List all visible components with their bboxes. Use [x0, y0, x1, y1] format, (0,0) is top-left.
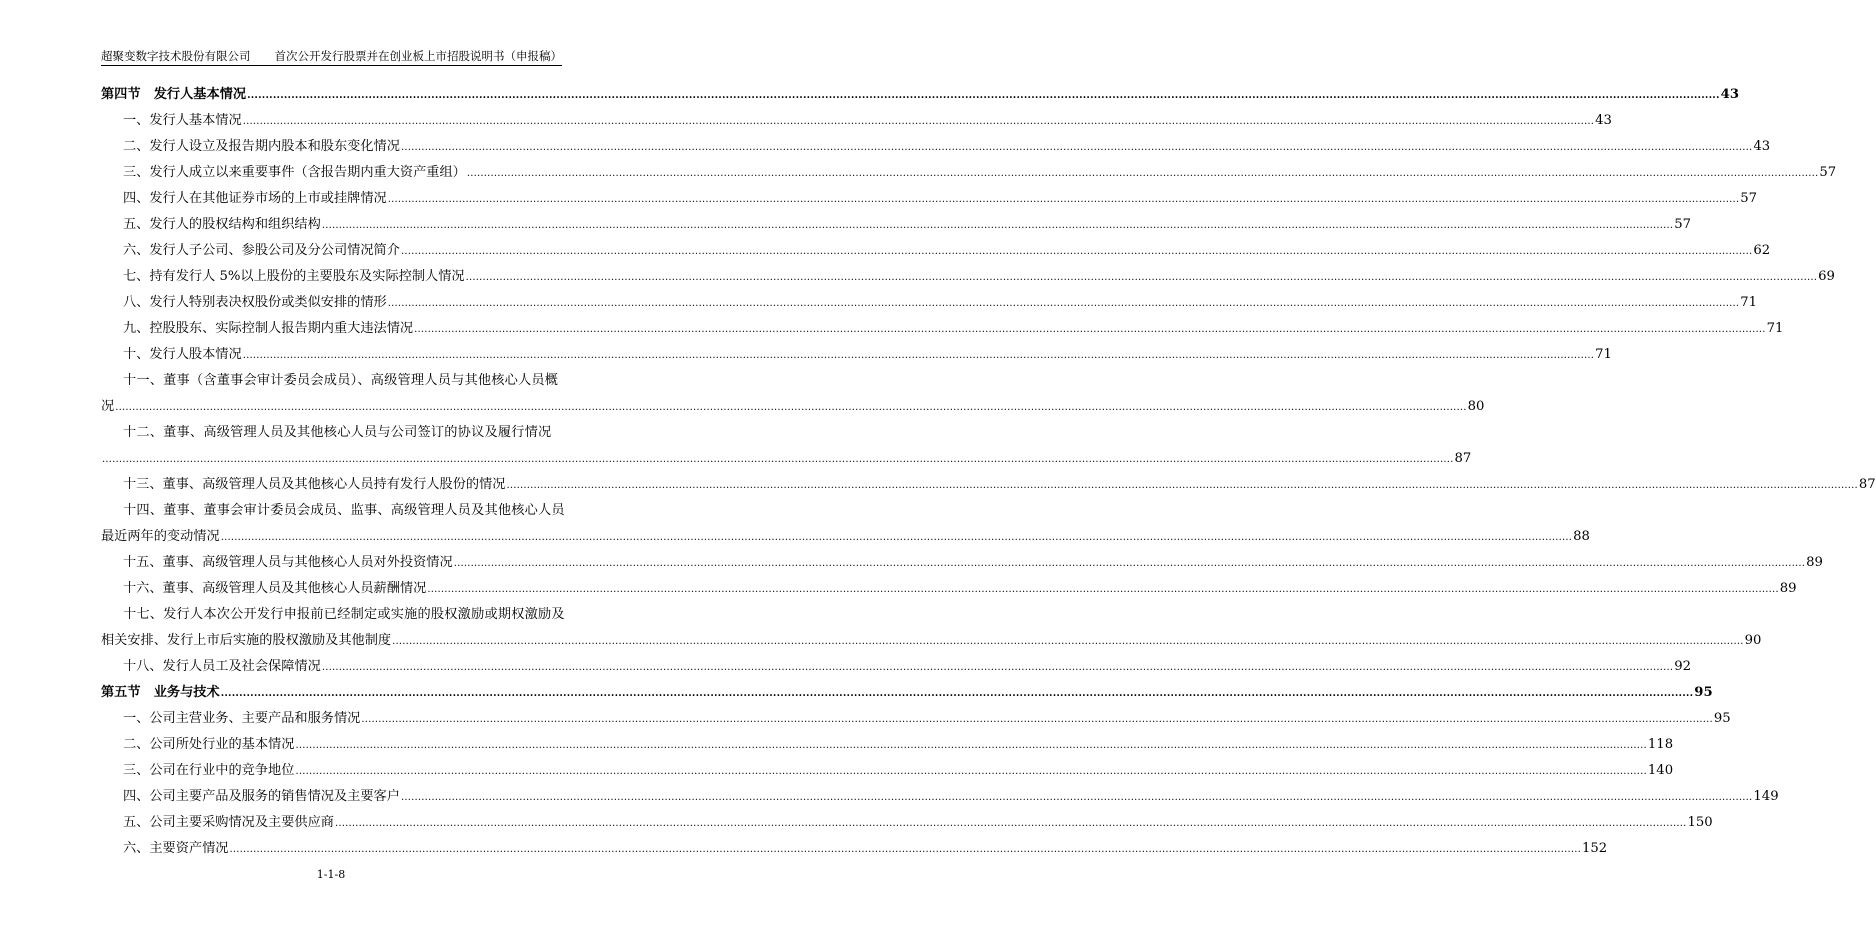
toc-entry [101, 572, 1797, 598]
toc-entry-line [101, 312, 1784, 338]
toc-entry-line [101, 156, 1837, 182]
toc-entry-line [101, 234, 1771, 260]
toc-entry-line [101, 650, 1692, 676]
toc-entry-title: 八、发行人特别表决权股份或类似安排的情形 [123, 295, 387, 310]
toc-entry-title: 九、控股股东、实际控制人报告期内重大违法情况 [123, 321, 414, 336]
toc-page-number: 140 [1647, 763, 1674, 778]
header-rule [101, 65, 562, 66]
toc-page-number: 92 [1674, 659, 1692, 674]
toc-leader-dots: ................................................................................................................................................................................................................................................................................................................................................................................................................ [400, 142, 1753, 153]
toc-leader-dots: ................................................................................................................................................................................................................................................................................................................................................................................................................ [295, 740, 1647, 751]
toc-entry-line [101, 208, 1692, 234]
toc-entry-line [101, 546, 1823, 572]
toc-entry [101, 416, 1472, 468]
toc-leader-dots: ................................................................................................................................................................................................................................................................................................................................................................................................................ [392, 636, 1744, 647]
toc-leader-dots: ................................................................................................................................................................................................................................................................................................................................................................................................................ [400, 792, 1753, 803]
toc-leader-dots: ................................................................................................................................................................................................................................................................................................................................................................................................................ [387, 298, 1740, 309]
toc-page-number: 57 [1819, 165, 1837, 180]
toc-leader-dots: ................................................................................................................................................................................................................................................................................................................................................................................................................ [220, 532, 1573, 543]
toc-page-number: 69 [1818, 269, 1835, 284]
toc-entry-line [101, 390, 1485, 416]
toc-entry-title: 十五、董事、高级管理人员与其他核心人员对外投资情况 [123, 555, 453, 570]
toc-entry [101, 494, 1590, 546]
toc-page-number: 80 [1467, 399, 1485, 414]
toc-page-number: 71 [1740, 295, 1758, 310]
toc-entry [101, 364, 1485, 416]
toc-entry-line [101, 286, 1758, 312]
toc-leader-dots: ................................................................................................................................................................................................................................................................................................................................................................................................................ [220, 688, 1694, 699]
toc-entry-line [101, 78, 1739, 104]
toc-leader-dots: ................................................................................................................................................................................................................................................................................................................................................................................................................ [427, 584, 1779, 595]
toc-page-number: 89 [1806, 555, 1823, 570]
toc-entry [101, 468, 1876, 494]
toc-page-number: 57 [1674, 217, 1692, 232]
toc-entry-line [101, 338, 1612, 364]
toc-leader-dots: ................................................................................................................................................................................................................................................................................................................................................................................................................ [465, 272, 1818, 283]
toc-entry-title: 十一、董事（含董事会审计委员会成员）、高级管理人员与其他核心人员概 [123, 373, 559, 388]
toc-entry-title: 五、公司主要采购情况及主要供应商 [123, 815, 334, 830]
toc-entry-title: 一、公司主营业务、主要产品和服务情况 [123, 711, 361, 726]
toc-page-number: 118 [1647, 737, 1674, 752]
toc-entry [101, 286, 1758, 312]
toc-entry [101, 312, 1784, 338]
toc-leader-dots: ................................................................................................................................................................................................................................................................................................................................................................................................................ [506, 480, 1858, 491]
toc-entry [101, 598, 1762, 650]
toc-entry-title: 六、发行人子公司、参股公司及分公司情况简介 [123, 243, 400, 258]
toc-page-number: 95 [1713, 711, 1731, 726]
toc-page-number: 87 [1858, 477, 1876, 492]
toc-leader-dots: ................................................................................................................................................................................................................................................................................................................................................................................................................ [321, 662, 1674, 673]
toc-entry [101, 104, 1612, 130]
toc-entry-line [101, 182, 1758, 208]
toc-page-number: 89 [1779, 581, 1797, 596]
toc-page-number: 43 [1720, 87, 1739, 102]
toc-entry [101, 702, 1731, 728]
toc-entry [101, 234, 1771, 260]
toc-entry-title: 二、发行人设立及报告期内股本和股东变化情况 [123, 139, 400, 154]
toc-entry-line [101, 598, 565, 624]
toc-entry-title: 三、发行人成立以来重要事件（含报告期内重大资产重组） [123, 165, 466, 180]
toc-entry-line [101, 572, 1797, 598]
toc-leader-dots: ................................................................................................................................................................................................................................................................................................................................................................................................................ [400, 246, 1753, 257]
toc-entry-title: 十六、董事、高级管理人员及其他核心人员薪酬情况 [123, 581, 427, 596]
toc-leader-dots: ................................................................................................................................................................................................................................................................................................................................................................................................................ [115, 402, 1467, 413]
toc-section-entry [101, 78, 1739, 104]
toc-entry-line [101, 104, 1612, 130]
page-number: 1-1-8 [316, 868, 346, 881]
toc-entry-title: 四、发行人在其他证券市场的上市或挂牌情况 [123, 191, 387, 206]
toc-leader-dots: ................................................................................................................................................................................................................................................................................................................................................................................................................ [229, 844, 1581, 855]
toc-entry [101, 806, 1713, 832]
toc-page-number: 43 [1753, 139, 1771, 154]
toc-entry [101, 156, 1837, 182]
toc-entry-line [101, 624, 1762, 650]
toc-entry-line [101, 260, 1835, 286]
toc-entry [101, 728, 1674, 754]
toc-entry-line [101, 754, 1674, 780]
toc-entry-title: 十八、发行人员工及社会保障情况 [123, 659, 321, 674]
toc-section-entry [101, 676, 1713, 702]
toc-entry [101, 754, 1674, 780]
header-company: 超聚变数字技术股份有限公司 [101, 49, 251, 63]
toc-entry-line [101, 728, 1674, 754]
toc-entry-title: 六、主要资产情况 [123, 841, 229, 856]
toc-leader-dots: ................................................................................................................................................................................................................................................................................................................................................................................................................ [387, 194, 1740, 205]
toc-page-number: 95 [1694, 685, 1713, 700]
toc-entry-title: 十四、董事、董事会审计委员会成员、监事、高级管理人员及其他核心人员 [123, 503, 565, 518]
toc-page-number: 71 [1766, 321, 1784, 336]
toc-entry-line [101, 494, 565, 520]
toc-entry-title: 十、发行人股本情况 [123, 347, 242, 362]
toc-page-number: 62 [1753, 243, 1771, 258]
toc-entry-title: 一、发行人基本情况 [123, 113, 242, 128]
toc-entry-title: 七、持有发行人 5%以上股份的主要股东及实际控制人情况 [123, 269, 465, 284]
toc-entry [101, 780, 1779, 806]
toc-leader-dots: ................................................................................................................................................................................................................................................................................................................................................................................................................ [361, 714, 1713, 725]
toc-entry-line [101, 442, 1472, 468]
toc-leader-dots: ................................................................................................................................................................................................................................................................................................................................................................................................................ [453, 558, 1806, 569]
toc-section-title: 第五节 业务与技术 [101, 685, 220, 700]
toc-leader-dots: ................................................................................................................................................................................................................................................................................................................................................................................................................ [242, 116, 1595, 127]
page-header [101, 48, 562, 64]
toc-leader-dots: ................................................................................................................................................................................................................................................................................................................................................................................................................ [242, 350, 1595, 361]
toc-entry-title: 十三、董事、高级管理人员及其他核心人员持有发行人股份的情况 [123, 477, 506, 492]
toc-entry [101, 208, 1692, 234]
toc-entry-title-continued: 况 [101, 399, 115, 414]
toc-entry-title: 四、公司主要产品及服务的销售情况及主要客户 [123, 789, 400, 804]
toc-page-number: 71 [1595, 347, 1612, 362]
toc-entry-title-continued: 最近两年的变动情况 [101, 529, 220, 544]
toc-entry [101, 130, 1771, 156]
toc-entry-line [101, 520, 1590, 546]
toc-page-number: 57 [1740, 191, 1758, 206]
toc-entry [101, 182, 1758, 208]
toc-page-number: 149 [1753, 789, 1779, 804]
toc-leader-dots: ................................................................................................................................................................................................................................................................................................................................................................................................................ [335, 818, 1687, 829]
toc-page-number: 43 [1595, 113, 1612, 128]
toc-entry-title: 三、公司在行业中的竞争地位 [123, 763, 295, 778]
toc-entry-line [101, 806, 1713, 832]
toc-entry-line [101, 416, 562, 442]
toc-leader-dots: ................................................................................................................................................................................................................................................................................................................................................................................................................ [295, 766, 1647, 777]
toc-entry [101, 260, 1835, 286]
toc-entry-line [101, 832, 1608, 858]
toc-leader-dots: ................................................................................................................................................................................................................................................................................................................................................................................................................ [466, 168, 1819, 179]
toc-leader-dots: ................................................................................................................................................................................................................................................................................................................................................................................................................ [414, 324, 1766, 335]
toc-entry-line [101, 676, 1713, 702]
toc-entry-line [101, 364, 562, 390]
toc-entry [101, 832, 1608, 858]
toc-entry [101, 338, 1612, 364]
toc-entry-title: 五、发行人的股权结构和组织结构 [123, 217, 321, 232]
toc-page-number: 90 [1744, 633, 1762, 648]
table-of-contents [101, 78, 1876, 858]
toc-entry [101, 546, 1823, 572]
toc-leader-dots: ................................................................................................................................................................................................................................................................................................................................................................................................................ [321, 220, 1674, 231]
toc-entry-line [101, 780, 1779, 806]
header-doc-title: 首次公开发行股票并在创业板上市招股说明书（申报稿） [274, 49, 562, 63]
toc-entry-line [101, 130, 1771, 156]
toc-page-number: 87 [1454, 451, 1472, 466]
toc-entry [101, 650, 1692, 676]
toc-entry-line [101, 702, 1731, 728]
toc-leader-dots: ................................................................................................................................................................................................................................................................................................................................................................................................................ [247, 90, 1720, 101]
toc-entry-title: 十七、发行人本次公开发行申报前已经制定或实施的股权激励或期权激励及 [123, 607, 565, 622]
toc-entry-title: 二、公司所处行业的基本情况 [123, 737, 295, 752]
toc-entry-title-continued: 相关安排、发行上市后实施的股权激励及其他制度 [101, 633, 392, 648]
toc-section-title: 第四节 发行人基本情况 [101, 87, 247, 102]
toc-entry-title: 十二、董事、高级管理人员及其他核心人员与公司签订的协议及履行情况 [123, 425, 552, 440]
toc-entry-line [101, 468, 1876, 494]
toc-leader-dots: ................................................................................................................................................................................................................................................................................................................................................................................................................ [102, 454, 1454, 465]
toc-page-number: 150 [1687, 815, 1713, 830]
toc-page-number: 152 [1581, 841, 1608, 856]
toc-page-number: 88 [1573, 529, 1590, 544]
